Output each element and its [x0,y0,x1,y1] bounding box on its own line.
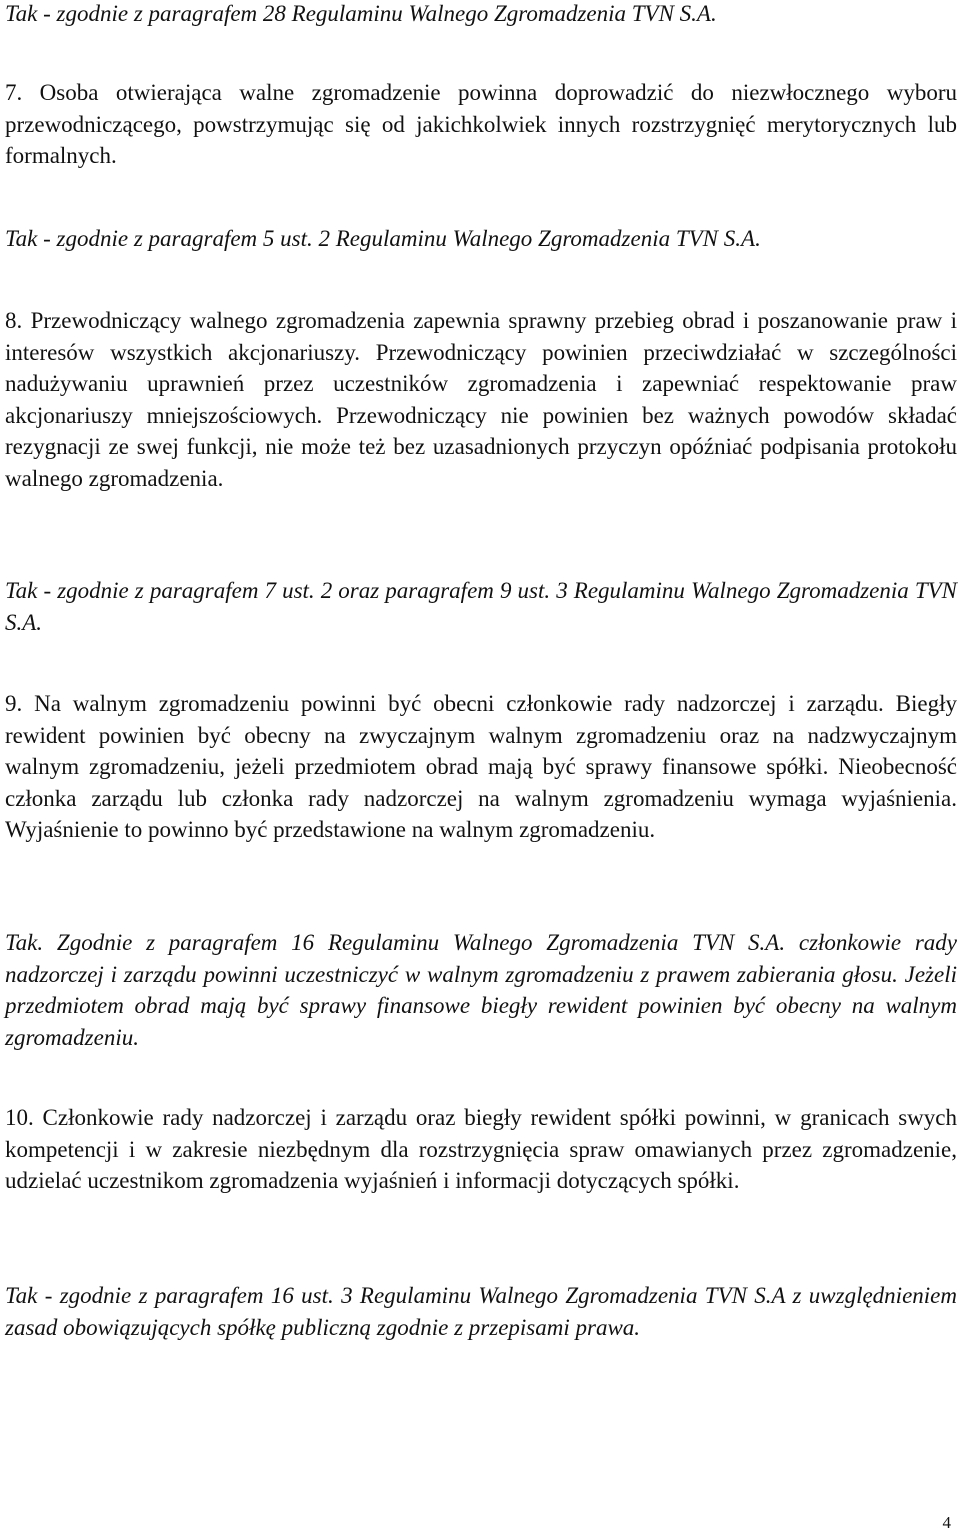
item-8-paragraph: 8. Przewodniczący walnego zgromadzenia zapewnia sprawny przebieg obrad i poszanowanie praw i interesów wszystkich akcjonariuszy. Przewodniczący powinien przeciwdziałać w szczególności nadużywaniu uprawnień przez uczestników zgromadzenia i zapewniać respektowanie praw akcjonariuszy mniejszościowych. Przewodniczący nie powinien bez ważnych powodów składać rezygnacji ze swej funkcji, nie może też bez uzasadnionych przyczyn opóźniać podpisania protokołu walnego zgromadzenia. [5,308,957,491]
item-9-paragraph: 9. Na walnym zgromadzeniu powinni być obecni członkowie rady nadzorczej i zarządu. Biegły rewident powinien być obecny na zwyczajnym walnym zgromadzeniu oraz na nadzwyczajnym walnym zgromadzeniu, jeżeli przedmiotem obrad mają być sprawy finansowe spółki. Nieobecność członka zarządu lub członka rady nadzorczej na walnym zgromadzeniu wymaga wyjaśnienia. Wyjaśnienie to powinno być przedstawione na walnym zgromadzeniu. [5,691,957,842]
answer-paragraph-16-3: Tak - zgodnie z paragrafem 16 ust. 3 Regulaminu Walnego Zgromadzenia TVN S.A z uwzględnieniem zasad obowiązujących spółkę publiczną zgodnie z przepisami prawa. [5,1283,957,1340]
answer-paragraph-28: Tak - zgodnie z paragrafem 28 Regulaminu Walnego Zgromadzenia TVN S.A. [5,1,717,26]
item-10-paragraph: 10. Członkowie rady nadzorczej i zarządu oraz biegły rewident spółki powinni, w granicach swych kompetencji i w zakresie niezbędnym dla rozstrzygnięcia spraw omawianych przez zgromadzenie, udzielać uczestnikom zgromadzenia wyjaśnień i informacji dotyczących spółki. [5,1105,957,1193]
item-7-paragraph: 7. Osoba otwierająca walne zgromadzenie powinna doprowadzić do niezwłocznego wyboru przewodniczącego, powstrzymując się od jakichkolwiek innych rozstrzygnięć merytorycznych lub formalnych. [5,80,957,168]
page-number: 4 [942,1513,951,1532]
answer-paragraph-5: Tak - zgodnie z paragrafem 5 ust. 2 Regulaminu Walnego Zgromadzenia TVN S.A. [5,226,761,251]
answer-paragraph-16: Tak. Zgodnie z paragrafem 16 Regulaminu Walnego Zgromadzenia TVN S.A. członkowie rady nadzorczej i zarządu powinni uczestniczyć w walnym zgromadzeniu z prawem zabierania głosu. Jeżeli przedmiotem obrad mają być sprawy finansowe biegły rewident powinien być obecny na walnym zgromadzeniu. [5,930,957,1050]
answer-paragraph-7-9: Tak - zgodnie z paragrafem 7 ust. 2 oraz paragrafem 9 ust. 3 Regulaminu Walnego Zgromadzenia TVN S.A. [5,578,957,635]
